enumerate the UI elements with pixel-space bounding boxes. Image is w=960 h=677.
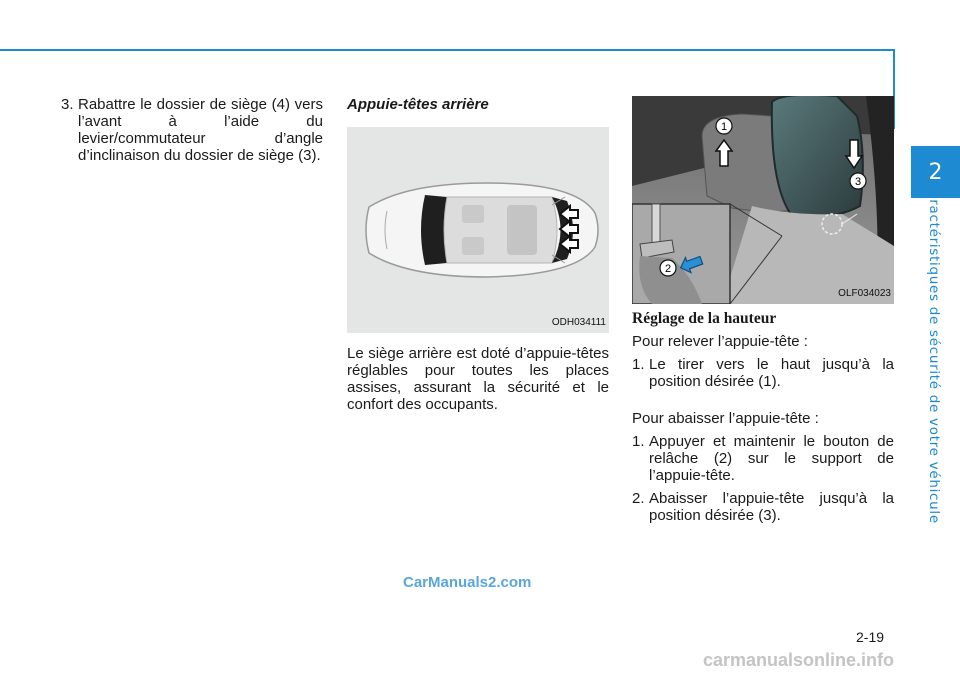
callout-1-label: 1 xyxy=(720,121,728,133)
step-item xyxy=(632,490,894,524)
step-text: Abaisser l’appuie-tête jusqu’à la position désirée (3). xyxy=(649,490,894,524)
callout-2-label: 2 xyxy=(664,263,672,275)
car-topview-illustration xyxy=(347,127,609,333)
step-number: 2. xyxy=(632,490,645,507)
callout-3-label: 3 xyxy=(854,176,862,188)
section-heading: Appuie-têtes arrière xyxy=(347,96,489,113)
header-rule xyxy=(0,49,893,51)
figure-code: ODH034111 xyxy=(551,317,606,328)
headrest-illustration xyxy=(632,96,894,304)
column-2 xyxy=(347,96,609,413)
headrest-figure xyxy=(632,96,894,304)
step-number: 3. xyxy=(61,96,74,113)
car-topview-figure xyxy=(347,127,609,333)
step-item xyxy=(632,433,894,484)
raise-intro: Pour relever l’appuie-tête : xyxy=(632,333,808,350)
column-3 xyxy=(632,96,894,530)
step-text: Appuyer et maintenir le bouton de relâche (2) sur le support de l’appuie-tête. xyxy=(649,433,894,484)
step-item xyxy=(632,356,894,390)
lower-intro: Pour abaisser l’appuie-tête : xyxy=(632,410,819,427)
step-item xyxy=(61,96,323,164)
chapter-tab[interactable]: 2 xyxy=(911,146,960,198)
watermark-link[interactable]: CarManuals2.com xyxy=(403,574,532,591)
column-1 xyxy=(61,96,323,170)
step-number: 1. xyxy=(632,356,645,373)
step-text: Rabattre le dossier de siège (4) vers l’avant à l’aide du levier/commutateur d’angle d’inclinaison du dossier de siège (3). xyxy=(78,96,323,164)
figure-code: OLF034023 xyxy=(838,288,891,299)
page-number: 2-19 xyxy=(856,629,885,645)
step-number: 1. xyxy=(632,433,645,450)
footer-site-watermark: carmanualsonline.info xyxy=(703,650,895,670)
body-paragraph: Le siège arrière est doté d’appuie-têtes réglables pour toutes les places assises, assurant la sécurité et le confort des occupants. xyxy=(347,345,609,413)
step-text: Le tirer vers le haut jusqu’à la position désirée (1). xyxy=(649,356,894,390)
chapter-title: Caractéristiques de sécurité de votre véhicule xyxy=(926,180,942,524)
subsection-heading: Réglage de la hauteur xyxy=(632,310,777,327)
